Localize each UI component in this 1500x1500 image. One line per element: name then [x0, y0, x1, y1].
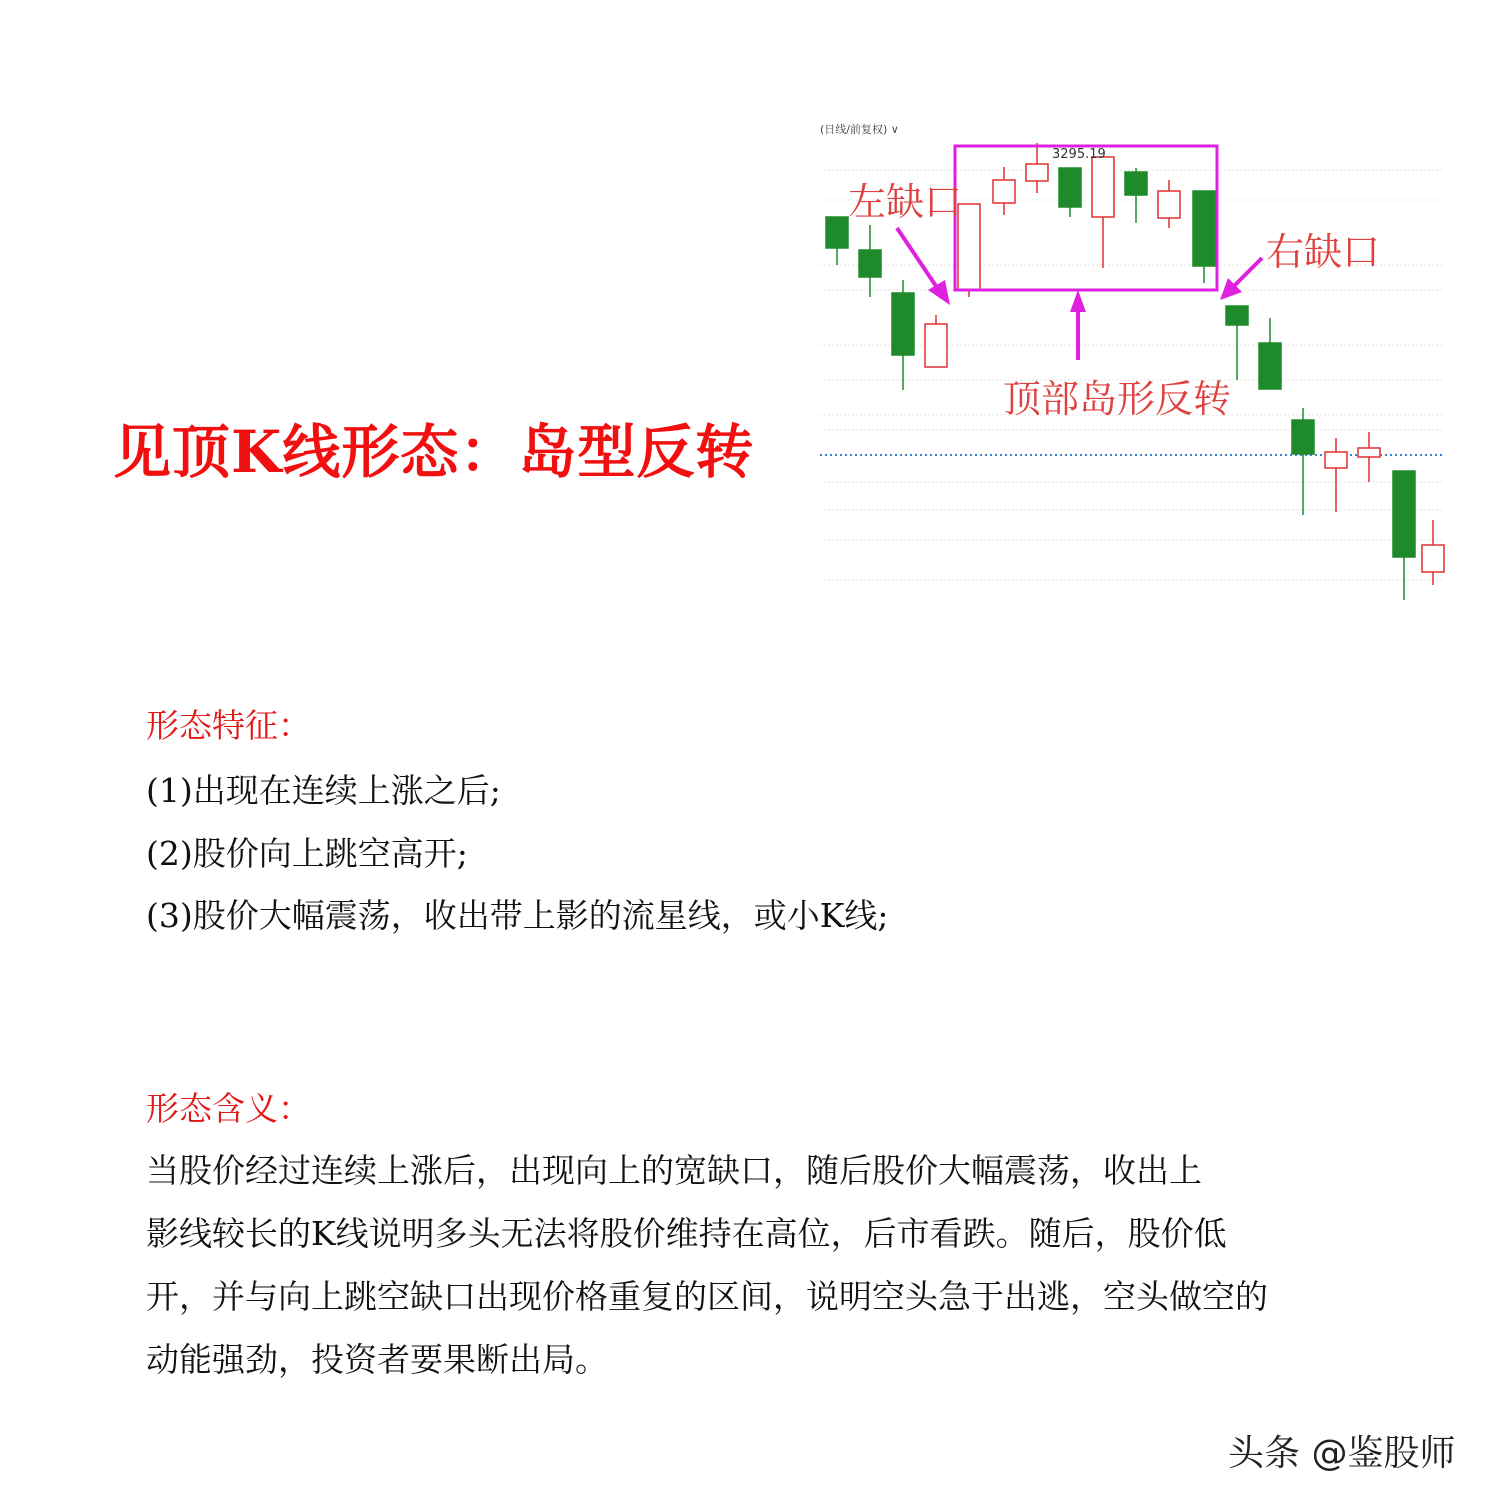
meaning-line: 动能强劲，投资者要果断出局。	[146, 1340, 608, 1379]
candle-body	[1393, 471, 1415, 557]
feature-item: (1)出现在连续上涨之后;	[146, 771, 501, 810]
island-reversal-label: 顶部岛形反转	[1003, 377, 1232, 421]
meaning-line: 影线较长的K线说明多头无法将股价维持在高位，后市看跌。随后，股价低	[146, 1214, 1227, 1253]
candle-body	[1259, 343, 1281, 389]
features-heading: 形态特征：	[146, 706, 311, 745]
candlestick-chart	[0, 0, 1500, 620]
candle-body	[1358, 448, 1380, 457]
meaning-heading: 形态含义：	[146, 1089, 311, 1128]
candle-body	[993, 180, 1015, 203]
candle-body	[1026, 164, 1048, 181]
chart-header: (日线/前复权) ∨	[820, 123, 899, 136]
candle-body	[1292, 420, 1314, 454]
page-title: 见顶K线形态：岛型反转	[113, 418, 755, 486]
right-gap-label: 右缺口	[1266, 230, 1381, 274]
watermark: 头条 @鉴股师	[1228, 1433, 1456, 1474]
candle-body	[1158, 191, 1180, 218]
candle-body	[1125, 172, 1147, 195]
candle-body	[826, 217, 848, 248]
candle-body	[1092, 157, 1114, 217]
left-gap-label: 左缺口	[848, 180, 963, 224]
candle-body	[859, 250, 881, 277]
candle-body	[1325, 452, 1347, 468]
candle-body	[1226, 306, 1248, 325]
candle-body	[925, 324, 947, 367]
candle-body	[1193, 191, 1215, 266]
feature-item: (2)股价向上跳空高开;	[146, 834, 468, 873]
feature-item: (3)股价大幅震荡，收出带上影的流星线，或小K线;	[146, 896, 889, 935]
candle-body	[892, 293, 914, 355]
high-price-label: 3295.19	[1052, 147, 1106, 162]
candle-body	[1422, 545, 1444, 572]
meaning-line: 当股价经过连续上涨后，出现向上的宽缺口，随后股价大幅震荡，收出上	[146, 1151, 1202, 1190]
candle-body	[1059, 168, 1081, 207]
meaning-line: 开，并与向上跳空缺口出现价格重复的区间，说明空头急于出逃，空头做空的	[146, 1277, 1268, 1316]
